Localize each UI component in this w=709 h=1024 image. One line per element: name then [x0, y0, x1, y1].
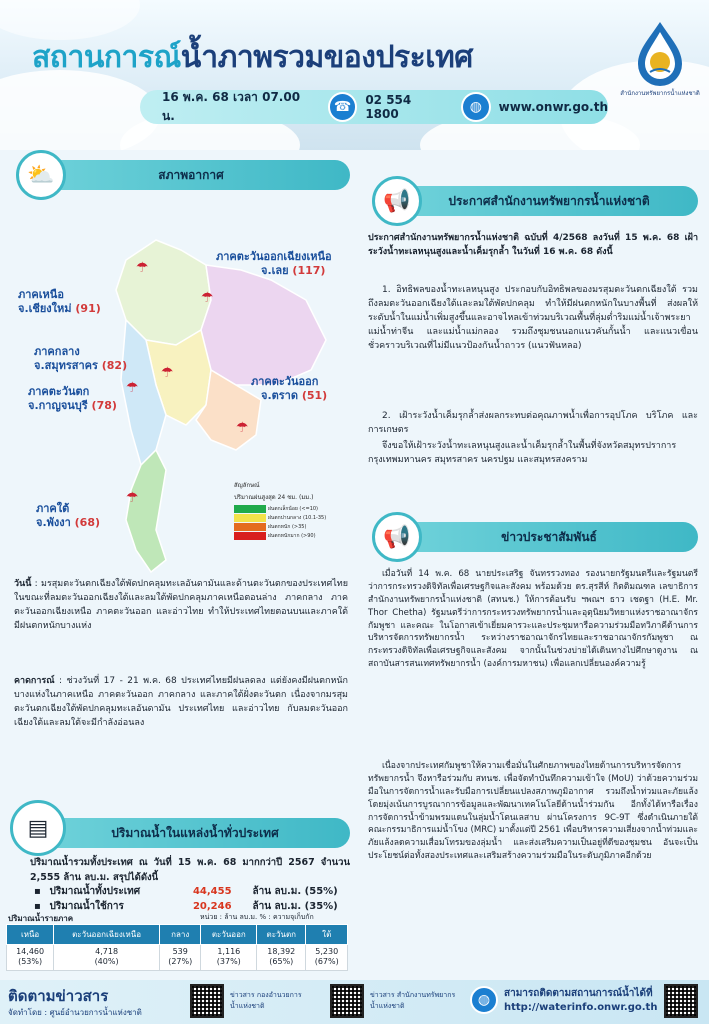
qr-code-waterinfo[interactable] [664, 984, 698, 1018]
region-name: ภาคกลาง [34, 345, 80, 358]
title-part1: สถานการณ์ [32, 40, 181, 75]
water-item-label: ปริมาณน้ำทั้งประเทศ [49, 886, 141, 897]
province-name: จ.เลย [261, 263, 289, 277]
announcement-p3: จึงขอให้เฝ้าระวังน้ำทะเลหนุนสูงและน้ำเค็มรุกล้ำในพื้นที่จังหวัดสมุทรปราการ กรุงเทพมหานคร สมุทรสาคร นครปฐม และสมุทรสงคราม [368, 441, 677, 465]
regional-water-table [6, 924, 348, 971]
bullet-icon: ▪ [34, 886, 41, 897]
legend-title: สัญลักษณ์ [234, 482, 260, 489]
today-label: วันนี้ [14, 579, 32, 589]
heavy-rain-icon: ☂ [201, 290, 214, 306]
region-name: ภาคเหนือ [18, 288, 64, 301]
follow-news-label: ติดตามข่าวสาร [8, 987, 109, 1005]
globe-icon: ◍ [470, 986, 498, 1014]
table-header: ตะวันออกเฉียงเหนือ [54, 925, 160, 945]
cell-percent: (27%) [168, 957, 193, 967]
region-name: ภาคตะวันตก [28, 385, 90, 398]
cell-percent: (37%) [216, 957, 241, 967]
region-south [36, 502, 100, 530]
unit-note: หน่วย : ล้าน ลบ.ม. % : ความจุเก็บกัก [200, 913, 314, 921]
region-name: ภาคตะวันออกเฉียงเหนือ [216, 250, 332, 263]
water-item-unit: ล้าน ลบ.ม. (35%) [252, 901, 338, 912]
table-cell [257, 945, 306, 971]
rain-value: (82) [101, 358, 128, 372]
legend-label: ฝนตกหนัก (>35) [268, 523, 307, 530]
title-part2: น้ำภาพรวมของประเทศ [180, 40, 473, 75]
thailand-rain-map [6, 210, 356, 580]
table-header: ตะวันออก [201, 925, 257, 945]
legend-label: ฝนตกหนักมาก (>90) [268, 532, 316, 539]
website-link[interactable]: www.onwr.go.th [498, 100, 608, 114]
rain-value: (51) [301, 388, 328, 402]
table-header: ตะวันตก [257, 925, 306, 945]
made-by-label: จัดทำโดย : ศูนย์อำนวยการน้ำแห่งชาติ [8, 1008, 142, 1017]
table-cell [159, 945, 201, 971]
cell-percent: (53%) [18, 957, 43, 967]
announcement-p2: 2. เฝ้าระวังน้ำเค็มรุกล้ำส่งผลกระทบต่อคุณภาพน้ำเพื่อการอุปโภค บริโภค และการเกษตร [368, 411, 698, 435]
rain-legend [234, 480, 346, 540]
phone-icon: ☎ [328, 92, 357, 122]
water-heading [40, 818, 350, 848]
cell-value: 1,116 [217, 947, 241, 956]
region-west [28, 385, 117, 413]
region-east [251, 375, 327, 403]
water-item-label: ปริมาณน้ำใช้การ [49, 901, 124, 912]
legend-swatch [234, 523, 266, 531]
report-datetime: 16 พ.ค. 68 เวลา 07.00 น. [162, 90, 301, 123]
qr-code-nwcc[interactable] [190, 984, 224, 1018]
globe-icon: ◍ [461, 92, 490, 122]
legend-row [234, 522, 346, 531]
region-central [34, 345, 127, 373]
table-header-row [7, 925, 348, 945]
legend-label: ฝนตกเล็กน้อย (<=10) [268, 505, 319, 512]
cell-percent: (40%) [94, 957, 119, 967]
forecast-label: คาดการณ์ [14, 676, 55, 686]
cell-value: 14,460 [16, 947, 45, 956]
heavy-rain-icon: ☂ [126, 490, 139, 506]
megaphone-icon: 📢 [372, 512, 422, 562]
region-northeast [216, 250, 332, 278]
page-footer [0, 980, 709, 1024]
info-bar [140, 90, 608, 124]
cell-percent: (65%) [269, 957, 294, 967]
bullet-icon: ▪ [34, 901, 41, 912]
region-name: ภาคใต้ [36, 502, 70, 515]
regional-label: ปริมาณน้ำรายภาค [8, 914, 74, 923]
legend-swatch [234, 532, 266, 540]
water-item-total [34, 884, 354, 899]
cell-value: 5,230 [315, 947, 339, 956]
table-cell [54, 945, 160, 971]
legend-swatch [234, 505, 266, 513]
logo-caption: สำนักงานทรัพยากรน้ำแห่งชาติ [620, 90, 700, 97]
legend-swatch [234, 514, 266, 522]
heavy-rain-icon: ☂ [236, 420, 249, 436]
weather-heading [32, 160, 350, 190]
qr-code-onwr[interactable] [330, 984, 364, 1018]
megaphone-icon: 📢 [372, 176, 422, 226]
water-summary: ปริมาณน้ำรวมทั้งประเทศ ณ วันที่ 15 พ.ค. 68 มากกว่าปี 2567 จำนวน 2,555 ล้าน ลบ.ม. สรุปได้ดังนี้ [30, 857, 350, 883]
province-name: จ.พังงา [36, 515, 71, 529]
legend-label: ฝนตกปานกลาง (10.1-35) [268, 514, 327, 521]
rain-value: (117) [292, 263, 326, 277]
table-header: เหนือ [7, 925, 54, 945]
news-heading-text: ข่าวประชาสัมพันธ์ [501, 529, 597, 544]
cell-value: 4,718 [95, 947, 119, 956]
legend-subtitle: ปริมาณฝนสูงสุด 24 ชม. (มม.) [234, 494, 314, 501]
water-heading-text: ปริมาณน้ำในแหล่งน้ำทั่วประเทศ [111, 825, 279, 840]
weather-forecast-text [14, 675, 348, 731]
province-name: จ.กาญจนบุรี [28, 398, 88, 412]
table-row [7, 945, 348, 971]
cell-value: 18,392 [267, 947, 296, 956]
province-name: จ.สมุทรสาคร [34, 358, 98, 372]
legend-row [234, 504, 346, 513]
phone-number[interactable]: 02 554 1800 [365, 93, 412, 121]
heavy-rain-icon: ☂ [136, 260, 149, 276]
region-name: ภาคตะวันออก [251, 375, 319, 388]
onwr-logo [630, 20, 690, 86]
legend-row [234, 513, 346, 522]
weather-today-text [14, 578, 348, 634]
legend-row [234, 531, 346, 540]
table-header: กลาง [159, 925, 201, 945]
water-item-value: 44,455 [192, 886, 232, 897]
qr1-label: ข่าวสาร กองอำนวยการน้ำแห่งชาติ [230, 991, 302, 1010]
table-cell [306, 945, 348, 971]
forecast-description: : ช่วงวันที่ 17 - 21 พ.ค. 68 ประเทศไทยมีฝนลดลง แต่ยังคงมีฝนตกหนักบางแห่งในภาคเหนือ ภาคตะวันออก ภาคกลาง และภาคใต้ฝั่งตะวันตก เนื่องจากมรสุมตะวันตกเฉียงใต้พัดปกคลุมทะเลอันดามัน ประเทศไทย และอ่าวไทย กับลมตะวันออกเฉียงใต้และลมใต้จะมีกำลังอ่อนลง [14, 676, 348, 728]
rain-value: (68) [74, 515, 101, 529]
water-item-value: 20,246 [192, 901, 232, 912]
announcement-p1: 1. อิทธิพลของน้ำทะเลหนุนสูง ประกอบกับอิทธิพลของมรสุมตะวันตกเฉียงใต้ รวมถึงลมตะวันออกเฉียงใต้และลมใต้พัดปกคลุม ทำให้มีฝนตกหนักในบางพื้นที่ ส่งผลให้ระดับน้ำในแม่น้ำเพิ่มสูงขึ้นและอาจไหลเข้าท่วมบริเวณพื้นที่ลุ่มต่ำริมแม่น้ำเจ้าพระยา แม่น้ำท่าจีน และแม่น้ำแม่กลอง รวมถึงชุมชนนอกแนวคันกั้นน้ำ และแนวเขื่อนชั่วคราวบริเวณที่ไม่มีแนวป้องกันน้ำถาวร (แนวฟันหลอ) [368, 285, 698, 351]
track-label: สามารถติดตามสถานการณ์น้ำได้ที่ [504, 988, 653, 999]
announcement-title: ประกาศสำนักงานทรัพยากรน้ำแห่งชาติ ฉบับที่ 4/2568 ลงวันที่ 15 พ.ค. 68 เฝ้าระวังน้ำทะเลหนุนสูงและน้ำเค็มรุกล้ำ ในวันที่ 16 พ.ค. 68 ดังนี้ [368, 233, 698, 257]
rain-value: (91) [75, 301, 101, 315]
announcement-heading-text: ประกาศสำนักงานทรัพยากรน้ำแห่งชาติ [448, 193, 650, 208]
heavy-rain-icon: ☂ [161, 365, 174, 381]
news-p1: เมื่อวันที่ 14 พ.ค. 68 นายประเสริฐ จันทรรวงทอง รองนายกรัฐมนตรีและรัฐมนตรีว่าการกระทรวงดิจิทัลเพื่อเศรษฐกิจและสังคม พร้อมด้วย ดร.สุรสีห์ กิตติมณฑล เลขาธิการสำนักงานทรัพยากรน้ำแห่งชาติ (สทนช.) ให้การต้อนรับ ฯพณฯ ธาว เชตฐา (H.E. Mr. Thor Chetha) รัฐมนตรีว่าการกระทรวงทรัพยากรน้ำและอุตุนิยมวิทยาแห่งราชอาณาจักรกัมพูชา และคณะ ในโอกาสเข้าเยี่ยมคารวะและประชุมหารือความร่วมมือทวิภาคีด้านการบริหารจัดการทรัพยากรน้ำ ระหว่างราชอาณาจักรไทยและราชอาณาจักรกัมพูชา ณ กระทรวงดิจิทัลเพื่อเศรษฐกิจและสังคม จากนั้นในช่วงบ่ายได้เดินทางไปศึกษาดูงาน ณ สถาบันสารสนเทศทรัพยากรน้ำ (องค์การมหาชน) เพื่อแลกเปลี่ยนองค์ความรู้ [368, 569, 698, 670]
weather-sun-cloud-icon: ⛅ [16, 150, 66, 200]
page-header [0, 0, 709, 150]
heavy-rain-icon: ☂ [126, 380, 139, 396]
announcement-heading [400, 186, 698, 216]
track-url-link[interactable]: http://waterinfo.onwr.go.th [504, 1002, 658, 1013]
weather-heading-text: สภาพอากาศ [158, 167, 224, 182]
today-description: : มรสุมตะวันตกเฉียงใต้พัดปกคลุมทะเลอันดามันและด้านตะวันตกของประเทศไทย ในขณะที่ลมตะวันออกเฉียงใต้และลมใต้พัดปกคลุมภาคเหนือตอนล่าง ภาคกลาง ภาคตะวันออกเฉียงเหนือ ภาคตะวันออก และอ่าวไทย ทำให้ประเทศไทยตอนบนและภาคใต้ มีฝนตกหนักบางแห่ง [14, 579, 348, 631]
rain-value: (78) [91, 398, 117, 412]
cell-percent: (67%) [314, 957, 339, 967]
cell-value: 539 [172, 947, 188, 956]
qr2-label: ข่าวสาร สำนักงานทรัพยากรน้ำแห่งชาติ [370, 991, 456, 1010]
page-title [32, 34, 612, 81]
table-cell [201, 945, 257, 971]
water-item-unit: ล้าน ลบ.ม. (55%) [252, 886, 338, 897]
news-p2: เนื่องจากประเทศกัมพูชาให้ความเชื่อมั่นในศักยภาพของไทยด้านการบริหารจัดการทรัพยากรน้ำ จึงหารือร่วมกับ สทนช. เพื่อจัดทำบันทึกความเข้าใจ (MoU) ว่าด้วยความร่วมมือในการจัดการน้ำและรับมือการเปลี่ยนแปลงสภาพภูมิอากาศ รวมถึงน้ำท่วมและภัยแล้ง โดยมุ่งเน้นการบูรณาการข้อมูลและพัฒนาเทคโนโลยีด้านน้ำร่วมกัน อีกทั้งได้หารือเรื่องการจัดการน้ำข้ามพรมแดนในลุ่มน้ำโตนเลสาบ ผ่านโครงการ 9C-9T ซึ่งดำเนินภายใต้คณะกรรมาธิการแม่น้ำโขง (MRC) มาตั้งแต่ปี 2561 เพื่อบริหารความเสี่ยงจากน้ำท่วมและภัยแล้งลดความเสื่อมโทรมของลุ่มน้ำ และส่งเสริมความเป็นอยู่ที่ดีของชุมชน อันจะเป็นประโยชน์ต่อทั้งสองประเทศและเสริมสร้างความร่วมมือในระดับภูมิภาคอีกด้วย [368, 761, 698, 862]
news-heading [400, 522, 698, 552]
province-name: จ.ตราด [261, 388, 298, 402]
dam-icon: ▤ [10, 800, 66, 856]
table-cell [7, 945, 54, 971]
province-name: จ.เชียงใหม่ [18, 301, 72, 315]
region-north [18, 288, 101, 316]
table-header: ใต้ [306, 925, 348, 945]
